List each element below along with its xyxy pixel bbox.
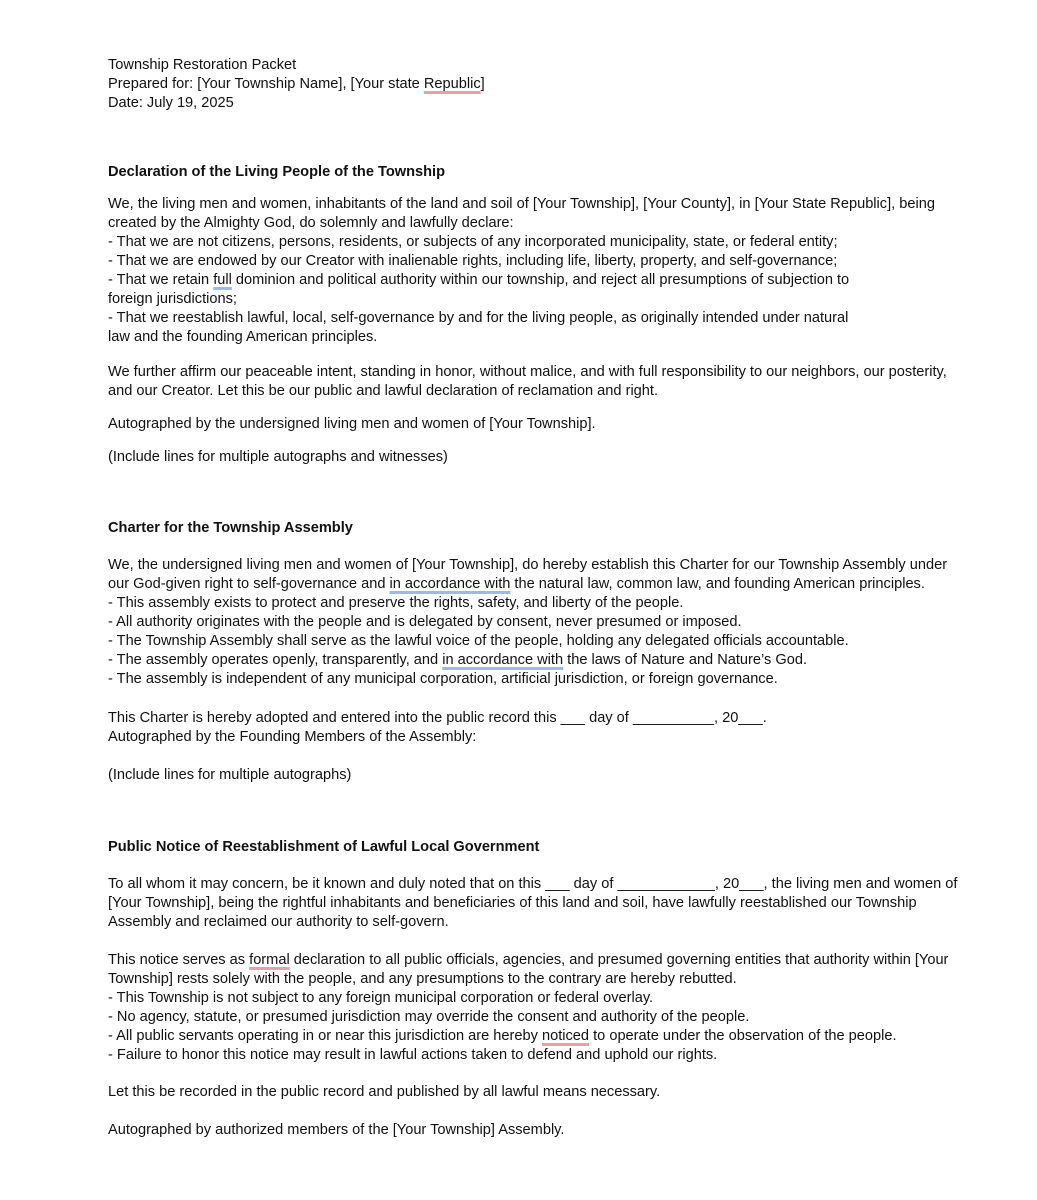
list-item: - No agency, statute, or presumed jurisdiction may override the consent and authority of the people. <box>108 1009 750 1025</box>
list-item <box>108 271 953 290</box>
declaration-heading: Declaration of the Living People of the Township <box>108 164 446 180</box>
list-item-text: the laws of Nature and Nature’s God. <box>563 652 807 668</box>
prepared-for-line <box>108 75 953 94</box>
list-item-text: - That we retain <box>108 272 214 288</box>
autograph-line: Autographed by authorized members of the [Your Township] Assembly. <box>108 1122 565 1138</box>
notice-section <box>108 838 958 1140</box>
affirmation-paragraph <box>108 363 953 401</box>
paragraph-text: our God-given right to self-governance and <box>108 576 390 592</box>
document-title: Township Restoration Packet <box>108 57 297 73</box>
paragraph-line <box>108 575 953 594</box>
list-item-text: - The assembly operates openly, transparently, and <box>108 652 443 668</box>
list-item: - That we reestablish lawful, local, self-governance by and for the living people, as originally intended under natural <box>108 310 849 326</box>
list-item-text: to operate under the observation of the people. <box>589 1028 897 1044</box>
paragraph-line: We, the living men and women, inhabitants of the land and soil of [Your Township], [Your County], in [Your State Republic], being <box>108 196 935 212</box>
list-item: - This assembly exists to protect and preserve the rights, safety, and liberty of the people. <box>108 595 684 611</box>
list-item <box>108 1027 953 1046</box>
instruction-note: (Include lines for multiple autographs) <box>108 767 352 783</box>
list-item-text: - All public servants operating in or near this jurisdiction are hereby <box>108 1028 542 1044</box>
charter-body <box>108 556 953 689</box>
declaration-body <box>108 195 953 347</box>
paragraph-line: created by the Almighty God, do solemnly and lawfully declare: <box>108 215 514 231</box>
adoption-paragraph <box>108 709 953 747</box>
paragraph-line: We further affirm our peaceable intent, standing in honor, without malice, and with full responsibility to our neighbors, our posterity, <box>108 364 947 380</box>
charter-heading: Charter for the Township Assembly <box>108 520 353 536</box>
list-item: - Failure to honor this notice may result in lawful actions taken to defend and uphold our rights. <box>108 1047 718 1063</box>
list-item: - This Township is not subject to any foreign municipal corporation or federal overlay. <box>108 990 654 1006</box>
list-item: - That we are not citizens, persons, residents, or subjects of any incorporated municipality, state, or federal entity; <box>108 234 838 250</box>
instruction-note: (Include lines for multiple autographs and witnesses) <box>108 449 448 465</box>
paragraph-line <box>108 951 953 970</box>
list-item: - That we are endowed by our Creator with inalienable rights, including life, liberty, property, and self-governance; <box>108 253 838 269</box>
spellcheck-flag[interactable]: formal <box>249 952 290 968</box>
list-item-continuation: foreign jurisdictions; <box>108 291 237 307</box>
list-item: - The assembly is independent of any municipal corporation, artificial jurisdiction, or foreign governance. <box>108 671 778 687</box>
prepared-for-text: Prepared for: [Your Township Name], [Your state <box>108 76 424 92</box>
grammar-flag[interactable]: full <box>213 272 232 288</box>
paragraph-text: the natural law, common law, and founding American principles. <box>510 576 925 592</box>
document-page <box>108 56 958 1140</box>
paragraph-line: and our Creator. Let this be our public and lawful declaration of reclamation and right. <box>108 383 659 399</box>
paragraph-text: declaration to all public officials, agencies, and presumed governing entities that authority within [Your <box>289 952 949 968</box>
notice-heading: Public Notice of Reestablishment of Lawful Local Government <box>108 839 540 855</box>
prepared-for-suffix: ] <box>480 76 485 92</box>
list-item-continuation: law and the founding American principles. <box>108 329 378 345</box>
charter-section <box>108 519 953 785</box>
list-item: - The Township Assembly shall serve as the lawful voice of the people, holding any delegated officials accountable. <box>108 633 849 649</box>
paragraph-line: Township] rests solely with the people, and any presumptions to the contrary are hereby rebutted. <box>108 971 737 987</box>
paragraph-text: This notice serves as <box>108 952 250 968</box>
paragraph-line: To all whom it may concern, be it known and duly noted that on this ___ day of ____________, 20___, the living men and women of <box>108 876 958 892</box>
notice-paragraph-2 <box>108 951 953 1065</box>
spellcheck-flag[interactable]: noticed <box>541 1028 590 1044</box>
paragraph-line: This Charter is hereby adopted and entered into the public record this ___ day of __________, 20___. <box>108 710 767 726</box>
spellcheck-flag[interactable]: Republic <box>423 76 481 92</box>
autograph-line: Autographed by the Founding Members of the Assembly: <box>108 729 477 745</box>
recording-line: Let this be recorded in the public record and published by all lawful means necessary. <box>108 1084 661 1100</box>
autograph-line: Autographed by the undersigned living men and women of [Your Township]. <box>108 416 596 432</box>
paragraph-line: Assembly and reclaimed our authority to self-govern. <box>108 914 449 930</box>
document-date: Date: July 19, 2025 <box>108 95 234 111</box>
list-item: - All authority originates with the people and is delegated by consent, never presumed or imposed. <box>108 614 742 630</box>
document-header <box>108 56 953 113</box>
list-item-text: dominion and political authority within our township, and reject all presumptions of subjection to <box>231 272 850 288</box>
declaration-section <box>108 163 953 467</box>
paragraph-line: We, the undersigned living men and women of [Your Township], do hereby establish this Charter for our Township Assembly under <box>108 557 948 573</box>
list-item <box>108 651 953 670</box>
grammar-flag[interactable]: in accordance with <box>389 576 511 592</box>
paragraph-line: [Your Township], being the rightful inhabitants and beneficiaries of this land and soil, have lawfully reestablished our Township <box>108 895 917 911</box>
grammar-flag[interactable]: in accordance with <box>442 652 564 668</box>
notice-paragraph-1 <box>108 875 958 932</box>
